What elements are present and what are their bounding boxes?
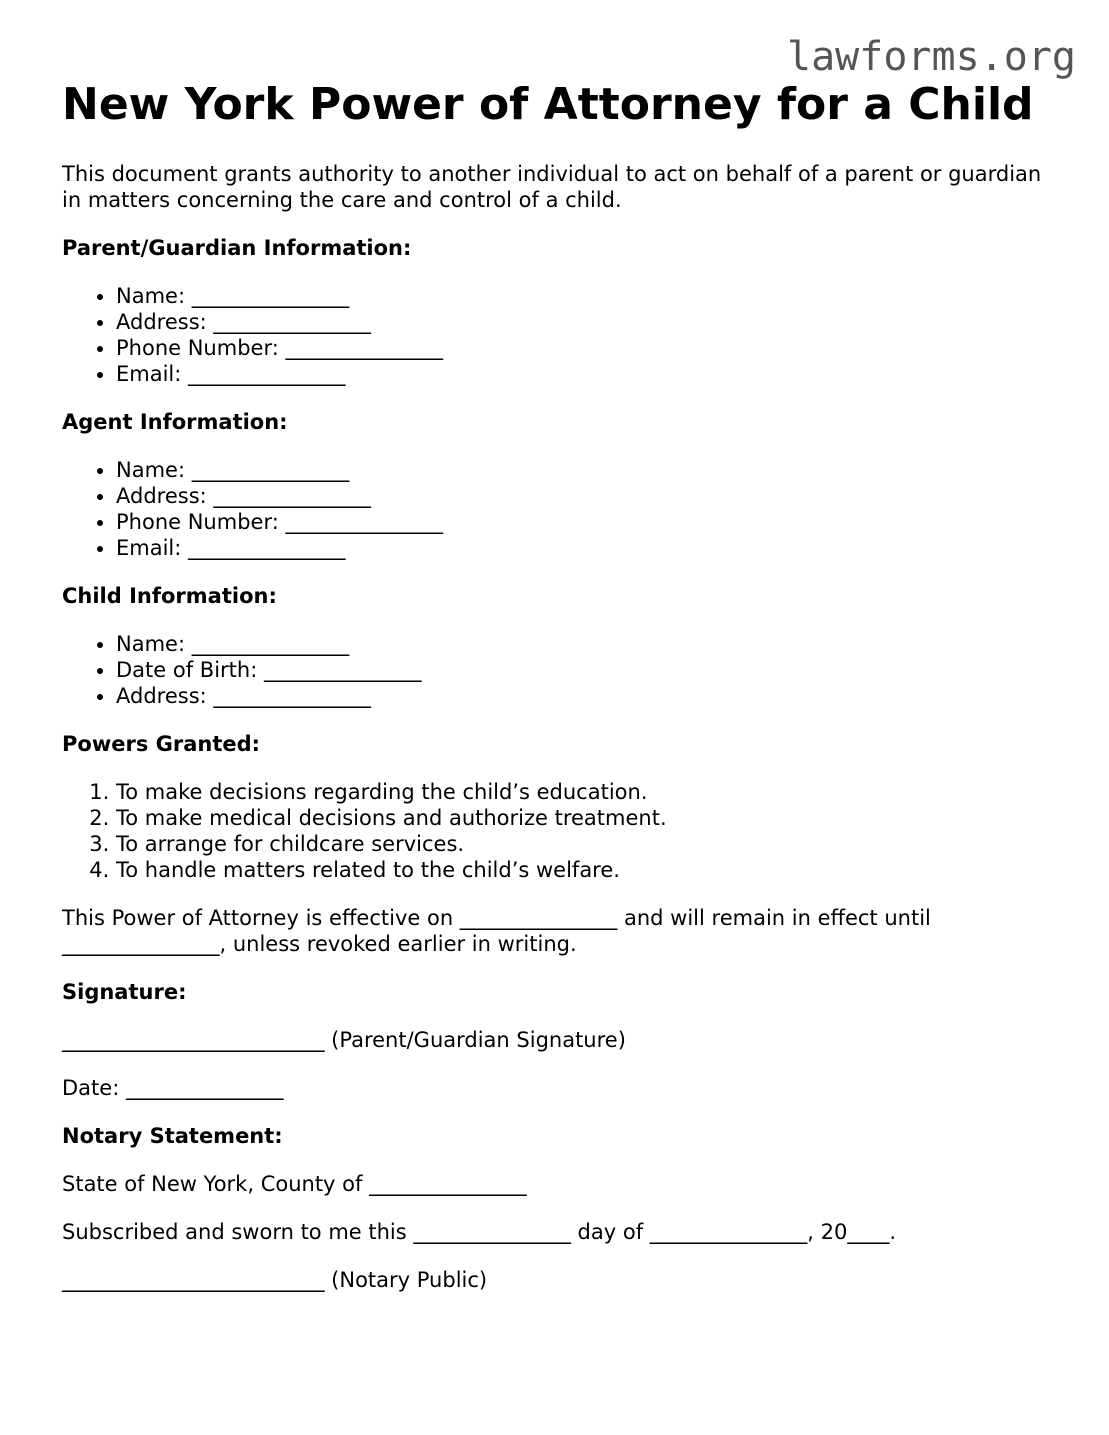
intro-text: This document grants authority to another individual to act on behalf of a parent or guardian in matters concerning the care and control of a child. — [62, 162, 1042, 212]
parent-address-field: • Address: _______________ — [116, 309, 1062, 335]
parent-signature-line: _________________________ (Parent/Guardian Signature) — [62, 1028, 626, 1052]
parent-phone-field: • Phone Number: _______________ — [116, 335, 1062, 361]
agent-address-field: • Address: _______________ — [116, 483, 1062, 509]
power-item-education: 1. To make decisions regarding the child’s education. — [116, 779, 1062, 805]
notary-section-heading: Notary Statement: — [62, 1124, 283, 1148]
signature-date-line: Date: _______________ — [62, 1076, 284, 1100]
notary-sworn-line: Subscribed and sworn to me this _______________ day of _______________, 20____. — [62, 1220, 897, 1244]
power-item-medical: 2. To make medical decisions and authorize treatment. — [116, 805, 1062, 831]
child-dob-field: • Date of Birth: _______________ — [116, 657, 1062, 683]
powers-list — [62, 779, 1062, 883]
notary-county-line: State of New York, County of _______________ — [62, 1172, 527, 1196]
child-section-heading: Child Information: — [62, 584, 277, 608]
effective-dates-text: This Power of Attorney is effective on _______________ and will remain in effect until _______________, unless revoked earlier in writing. — [62, 906, 931, 956]
parent-name-field: • Name: _______________ — [116, 283, 1062, 309]
parent-email-field: • Email: _______________ — [116, 361, 1062, 387]
parent-info-list — [62, 283, 1062, 387]
agent-section-heading: Agent Information: — [62, 410, 288, 434]
power-item-welfare: 4. To handle matters related to the child’s welfare. — [116, 857, 1062, 883]
document-page — [62, 78, 1062, 1293]
child-info-list — [62, 631, 1062, 709]
agent-info-list — [62, 457, 1062, 561]
notary-signature-line: _________________________ (Notary Public) — [62, 1268, 488, 1292]
agent-name-field: • Name: _______________ — [116, 457, 1062, 483]
child-address-field: • Address: _______________ — [116, 683, 1062, 709]
page-title: New York Power of Attorney for a Child — [62, 79, 1034, 130]
agent-email-field: • Email: _______________ — [116, 535, 1062, 561]
signature-section-heading: Signature: — [62, 980, 187, 1004]
agent-phone-field: • Phone Number: _______________ — [116, 509, 1062, 535]
powers-section-heading: Powers Granted: — [62, 732, 261, 756]
child-name-field: • Name: _______________ — [116, 631, 1062, 657]
parent-section-heading: Parent/Guardian Information: — [62, 236, 412, 260]
power-item-childcare: 3. To arrange for childcare services. — [116, 831, 1062, 857]
watermark-logo: lawforms.org — [787, 34, 1076, 80]
